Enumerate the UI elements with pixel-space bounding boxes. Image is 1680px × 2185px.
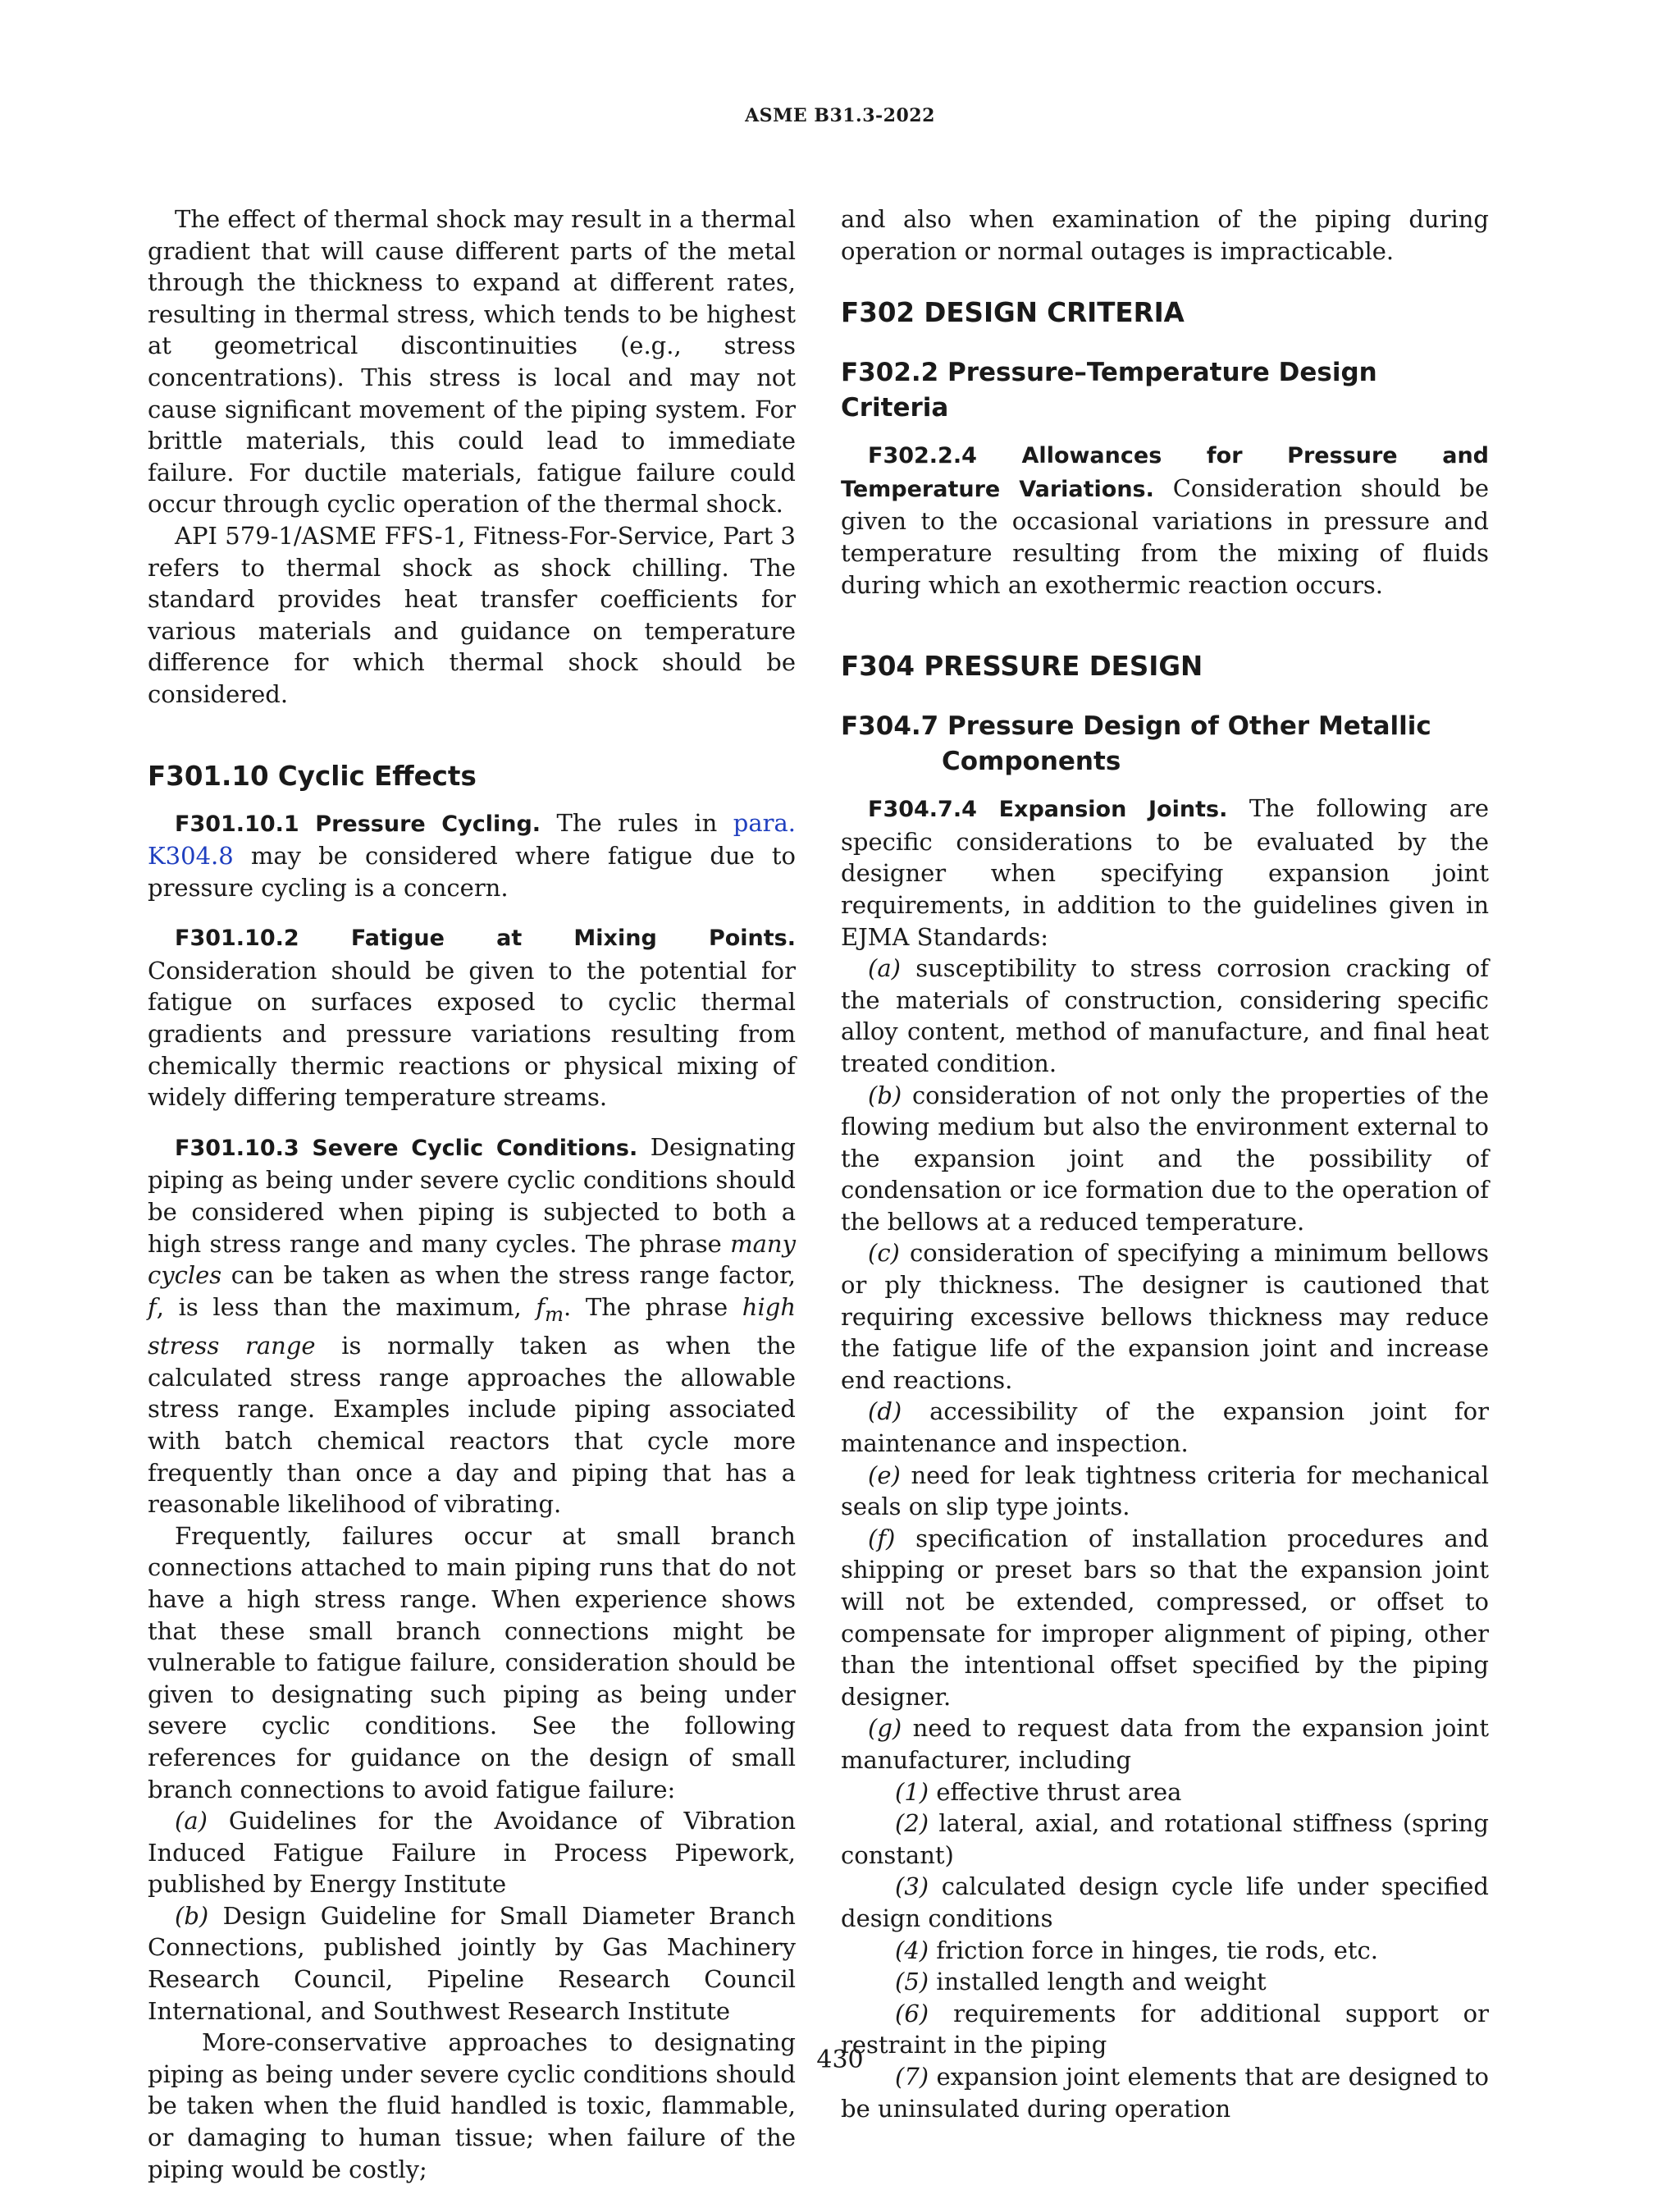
para-k304-8-link[interactable]: para. K304.8 xyxy=(148,808,796,871)
subsection-heading-f304-7: F304.7 Pressure Design of Other Metallic Components xyxy=(841,711,1431,777)
paragraph-f301-10-1: F301.10.1 Pressure Cycling. The rules in para. K304.8 may be considered where fatigue due to pressure cycling is a concern. xyxy=(148,808,796,902)
run-in-heading: F301.10.2 Fatigue at Mixing Points. xyxy=(175,926,796,952)
subsection-heading-f302-2: F302.2 Pressure–Temperature Design Criteria xyxy=(841,358,1377,423)
section-heading-f302: F302 DESIGN CRITERIA xyxy=(841,297,1185,329)
paragraph-frequently: Frequently, failures occur at small branch connections attached to main piping runs that do not have a high stress range. When experience shows that these small branch connections might be vulnerable to fatigue failure, consideration should be given to designating such piping as being under severe cyclic conditions. See the following references for guidance on the design of small branch connections to avoid fatigue failure: xyxy=(148,1521,796,1803)
sub-list-item: (5) installed length and weight xyxy=(895,1968,1267,1996)
reference-a: (a) Guidelines for the Avoidance of Vibration Induced Fatigue Failure in Process Pipework, published by Energy Institute xyxy=(148,1807,796,1899)
run-in-heading: F304.7.4 Expansion Joints. xyxy=(868,797,1228,823)
list-item: (g) need to request data from the expansion joint manufacturer, including xyxy=(841,1714,1489,1774)
list-item: (c) consideration of specifying a minimum bellows or ply thickness. The designer is cautioned that requiring excessive bellows thickness may reduce the fatigue life of the expansion joint and increase end reactions. xyxy=(841,1239,1489,1394)
paragraph-more-conservative: More-conservative approaches to designating piping as being under severe cyclic conditions should be taken when the fluid handled is toxic, flammable, or damaging to human tissue; when failure of the piping would be costly; xyxy=(148,2028,796,2183)
paragraph-f301-10-3: F301.10.3 Severe Cyclic Conditions. Designating piping as being under severe cyclic conditions should be considered when piping is subjected to both a high stress range and many cycles. The phrase many cycles can be taken as when the stress range factor, f, is less than the maximum, $f_m$. The phrase high stress range is normally taken as when the calculated stress range approaches the allowable stress range. Examples include piping associated with batch chemical reactors that cycle more frequently than once a day and piping that has a reasonable likelihood of vibrating. xyxy=(148,1132,796,1519)
sub-list-item: (1) effective thrust area xyxy=(895,1777,1182,1806)
paragraph-continued: and also when examination of the piping during operation or normal outages is impracticable. xyxy=(841,205,1489,265)
sub-list-item: (4) friction force in hinges, tie rods, etc. xyxy=(895,1936,1379,1964)
list-item: (d) accessibility of the expansion joint for maintenance and inspection. xyxy=(841,1397,1489,1458)
paragraph-f302-2-4: F302.2.4 Allowances for Pressure and Temperature Variations. Consideration should be given to the occasional variations in pressure and temperature resulting from the mixing of fluids during which an exothermic reaction occurs. xyxy=(841,443,1490,599)
list-item: (f) specification of installation procedures and shipping or preset bars so that the expansion joint will not be extended, compressed, or offset to compensate for improper alignment of piping, other than the intentional offset specified by the piping designer. xyxy=(841,1524,1489,1711)
sub-list-item: (6) requirements for additional support or restraint in the piping xyxy=(841,1999,1489,2059)
section-heading-f304: F304 PRESSURE DESIGN xyxy=(841,651,1203,683)
section-heading-f301-10: F301.10 Cyclic Effects xyxy=(148,760,477,792)
paragraph-thermal-shock: The effect of thermal shock may result in a thermal gradient that will cause different parts of the metal through the thickness to expand at different rates, resulting in thermal stress, which tends to be highest at geometrical discontinuities (e.g., stress concentrations). This stress is local and may not cause significant movement of the piping system. For brittle materials, this could lead to immediate failure. For ductile materials, fatigue failure could occur through cyclic operation of the thermal shock. xyxy=(148,205,796,519)
run-in-heading: F301.10.1 Pressure Cycling. xyxy=(175,811,541,837)
running-header: ASME B31.3-2022 xyxy=(745,105,935,126)
run-in-heading: F302.2.4 Allowances for Pressure and Temperature Variations. xyxy=(841,443,1489,502)
list-item: (b) consideration of not only the properties of the flowing medium but also the environment external to the expansion joint and the possibility of condensation or ice formation due to the operation of the bellows at a reduced temperature. xyxy=(841,1081,1489,1236)
list-item: (a) susceptibility to stress corrosion cracking of the materials of construction, considering specific alloy content, method of manufacture, and final heat treated condition. xyxy=(841,954,1489,1077)
reference-b: (b) Design Guideline for Small Diameter Branch Connections, published jointly by Gas Machinery Research Council, Pipeline Research Council International, and Southwest Research Institute xyxy=(148,1901,796,2025)
sub-list-item: (3) calculated design cycle life under specified design conditions xyxy=(841,1872,1489,1932)
left-column xyxy=(148,203,796,2185)
sub-list-item: (7) expansion joint elements that are designed to be uninsulated during operation xyxy=(841,2062,1489,2123)
right-column xyxy=(841,203,1489,2124)
page-number: 430 xyxy=(816,2046,864,2074)
run-in-heading: F301.10.3 Severe Cyclic Conditions. xyxy=(175,1135,638,1161)
sub-list-item: (2) lateral, axial, and rotational stiffness (spring constant) xyxy=(841,1809,1489,1869)
paragraph-f301-10-2: F301.10.2 Fatigue at Mixing Points. Consideration should be given to the potential for fatigue on surfaces exposed to cyclic thermal gradients and pressure variations resulting from chemically thermic reactions or physical mixing of widely differing temperature streams. xyxy=(148,926,796,1112)
paragraph-f304-7-4: F304.7.4 Expansion Joints. The following are specific considerations to be evaluated by the designer when specifying expansion joint requirements, in addition to the guidelines given in EJMA Standards: xyxy=(841,794,1489,951)
paragraph-api-579: API 579-1/ASME FFS-1, Fitness-For-Service, Part 3 refers to thermal shock as shock chilling. The standard provides heat transfer coefficients for various materials and guidance on temperature difference for which thermal shock should be considered. xyxy=(148,521,796,708)
list-item: (e) need for leak tightness criteria for mechanical seals on slip type joints. xyxy=(841,1460,1489,1521)
